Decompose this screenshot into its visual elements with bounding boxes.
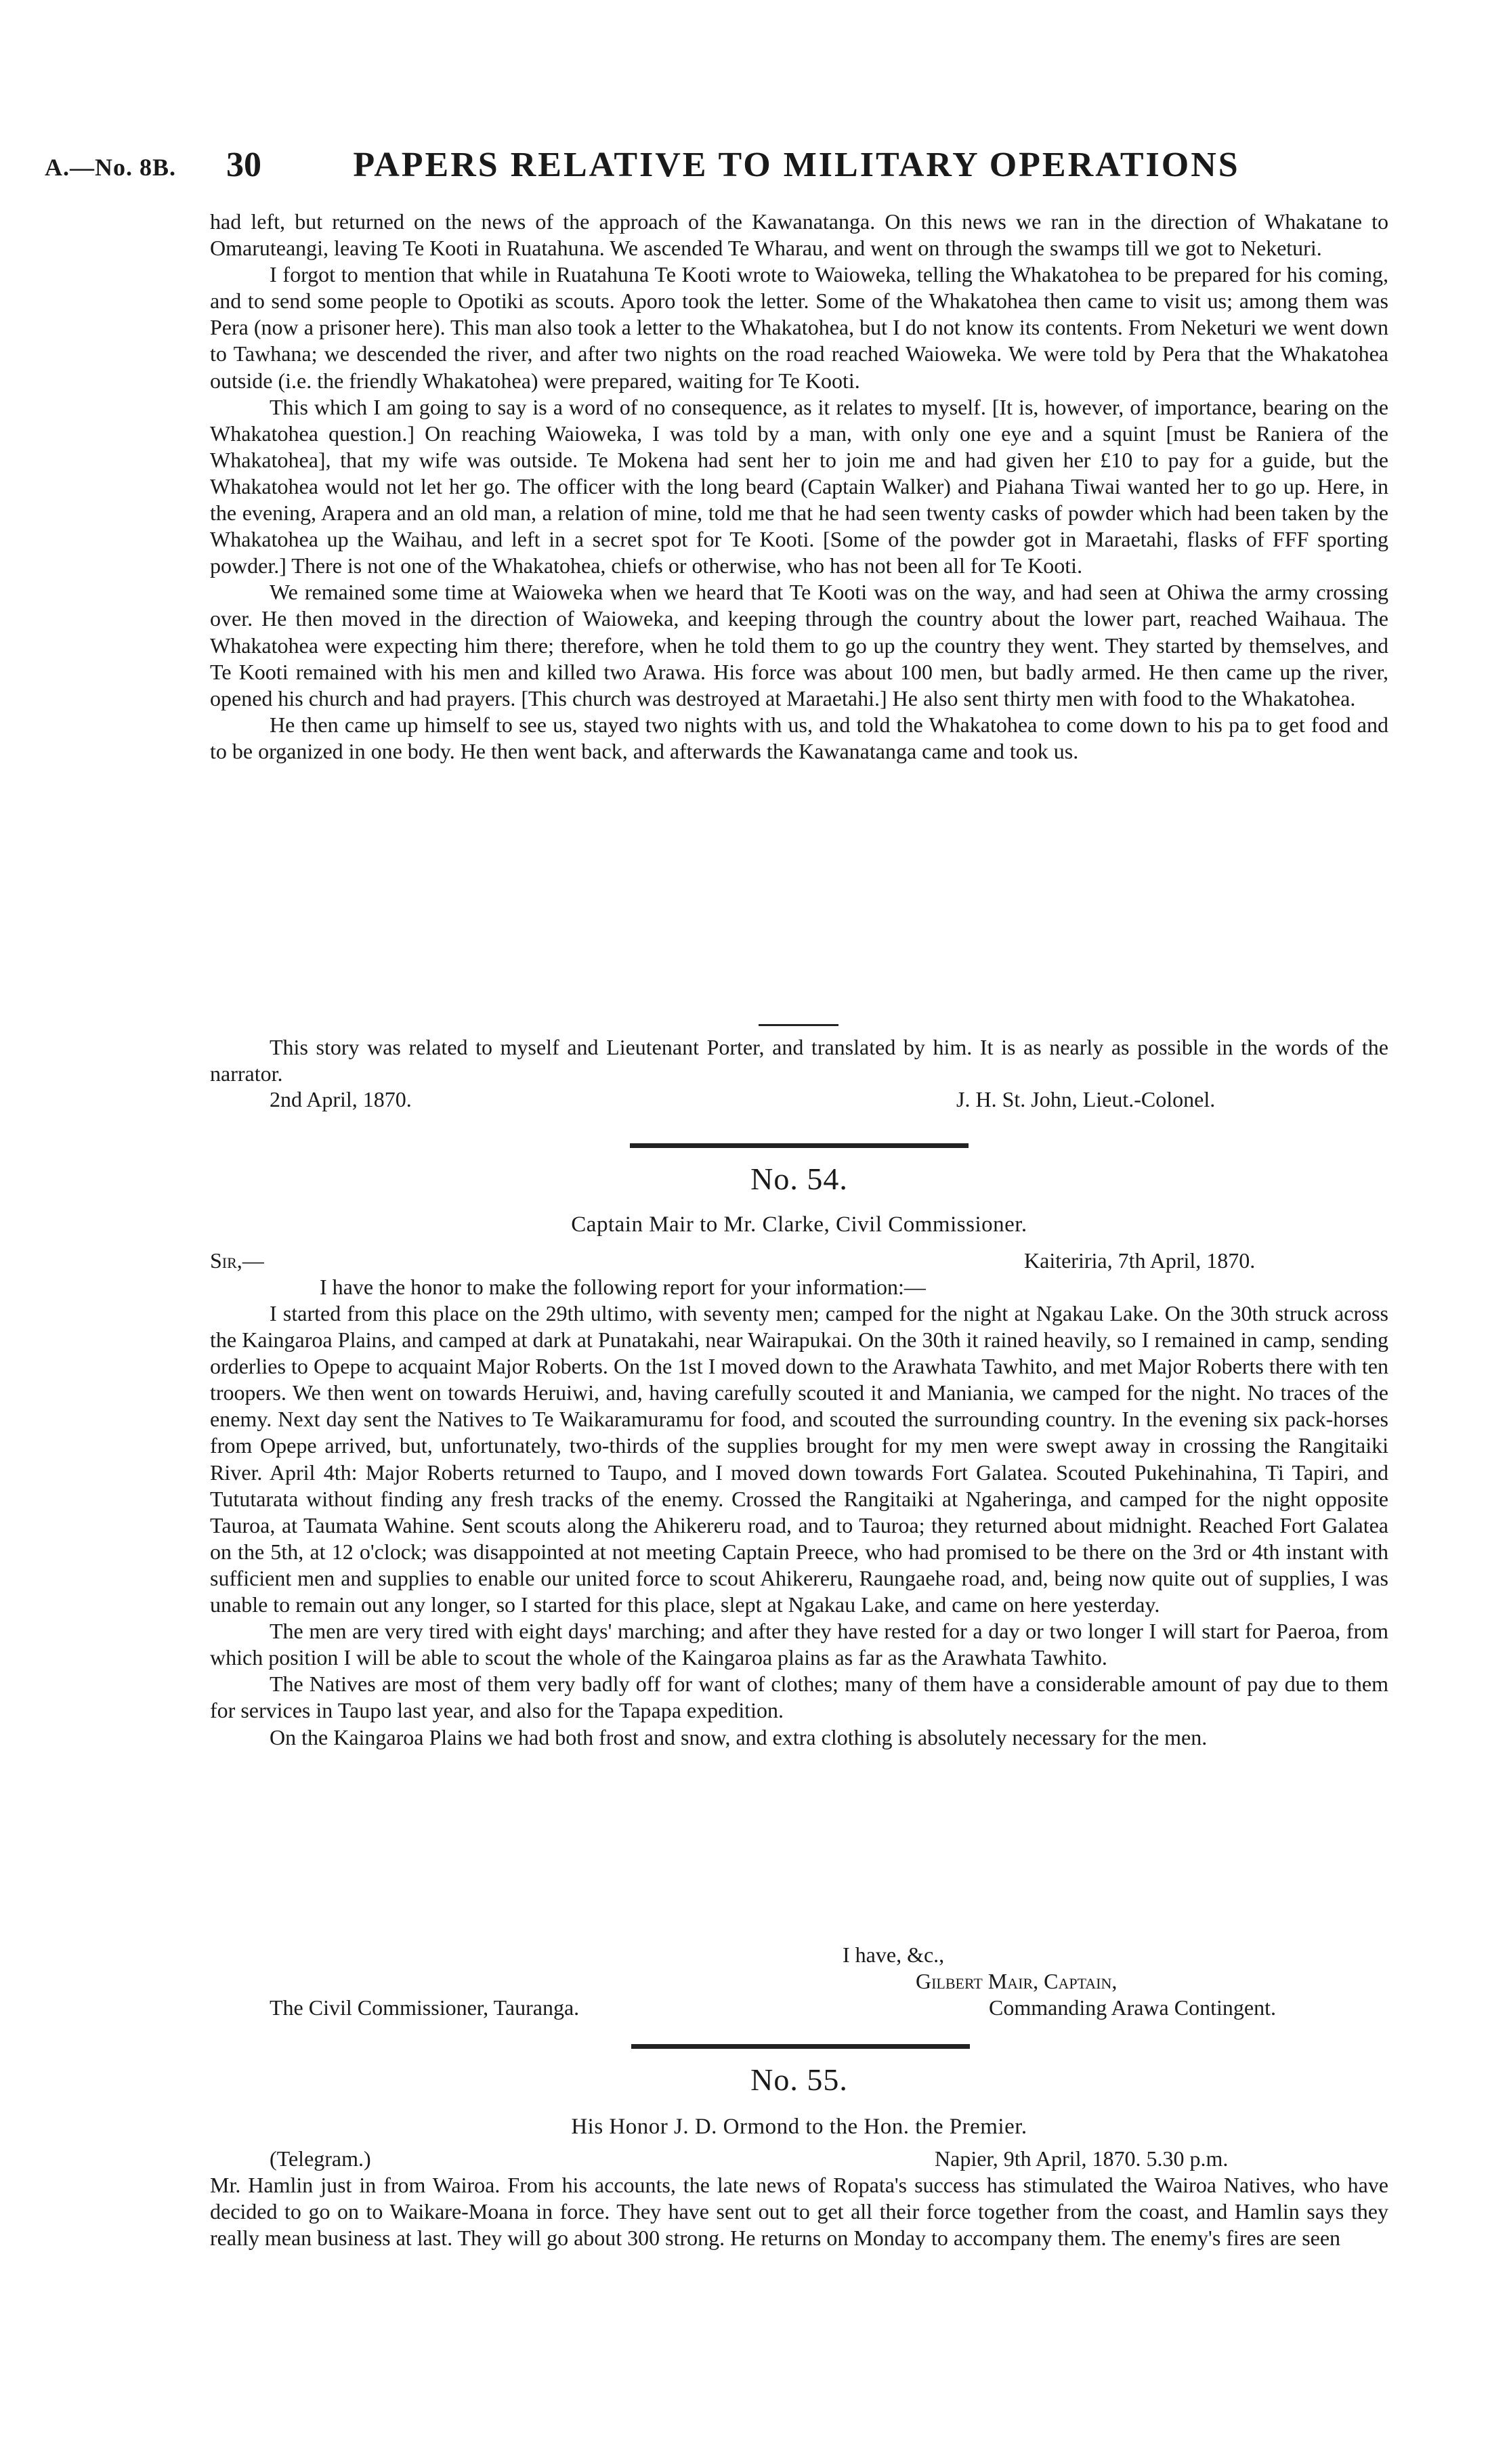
doc54-place-date: Kaiteriria, 7th April, 1870.	[1024, 1248, 1256, 1273]
narrative-paragraph: had left, but returned on the news of the approach of the Kawanatanga. On this news we ran in the direction of Whakatane to Omaruteangi, leaving Te Kooti in Ruatahuna. We ascended Te Wharau, and went on through the swamps till we got to Neketuri.	[210, 209, 1388, 261]
doc55-telegram-label: (Telegram.)	[270, 2146, 371, 2171]
page-title: PAPERS RELATIVE TO MILITARY OPERATIONS	[353, 146, 1240, 184]
narrative-paragraph: I forgot to mention that while in Ruatahuna Te Kooti wrote to Waioweka, telling the Whakatohea to be prepared for his coming, and to send some people to Opotiki as scouts. Aporo took the letter. Some of the Whakatohea then came to visit us; among them was Pera (now a prisoner here). This man also took a letter to the Whakatohea, but I do not know its contents. From Neketuri we went down to Tawhana; we descended the river, and after two nights on the road reached Waioweka. We were told by Pera that the Whakatohea outside (i.e. the friendly Whakatohea) were prepared, waiting for Te Kooti.	[210, 262, 1388, 393]
paper-reference: A.—No. 8B.	[45, 154, 177, 181]
narrative-section	[210, 209, 1388, 765]
narrative-note	[210, 1034, 1388, 1087]
doc55-body	[210, 2172, 1388, 2251]
doc55-number: No. 55.	[750, 2062, 848, 2097]
doc54-paragraph: On the Kaingaroa Plains we had both frost and snow, and extra clothing is absolutely necessary for the men.	[270, 1724, 1208, 1749]
doc54-signature: Gilbert Mair, Captain,	[916, 1969, 1118, 1993]
doc55-paragraph: Mr. Hamlin just in from Wairoa. From his accounts, the late news of Ropata's success has stimulated the Wairoa Natives, who have decided to go on to Waikare-Moana in force. They have sent out to get all their force together from the coast, and Hamlin says they really mean business at last. They will go about 300 strong. He returns on Monday to accompany them. The enemy's fires are seen	[210, 2173, 1388, 2251]
narrative-paragraph: We remained some time at Waioweka when we heard that Te Kooti was on the way, and had seen at Ohiwa the army crossing over. He then moved in the direction of Waioweka, and keeping through the country about the lower part, reached Waihaua. The Whakatohea were expecting him there; therefore, when he told them to go up the country they went. They started by themselves, and Te Kooti remained with his men and killed two Arawa. His force was about 100 men, but badly armed. He then came up the river, opened his church and had prayers. [This church was destroyed at Maraetahi.] He also sent thirty men with food to the Whakatohea.	[210, 580, 1388, 710]
doc54-signature-role: Commanding Arawa Contingent.	[989, 1995, 1276, 2020]
narrative-signature: J. H. St. John, Lieut.-Colonel.	[956, 1087, 1216, 1111]
note-paragraph: This story was related to myself and Lieutenant Porter, and translated by him. It is as nearly as possible in the words of the narrator.	[210, 1035, 1388, 1086]
doc54-closing: I have, &c.,	[843, 1942, 945, 1967]
page-number: 30	[226, 146, 261, 184]
doc54-number: No. 54.	[750, 1162, 848, 1196]
narrative-paragraph: He then came up himself to see us, stayed two nights with us, and told the Whakatohea to come down to his pa to get food and to be organized in one body. He then went back, and afterwards the Kawanatanga came and took us.	[210, 712, 1388, 763]
doc54-addressee: The Civil Commissioner, Tauranga.	[270, 1995, 580, 2020]
doc55-title: His Honor J. D. Ormond to the Hon. the Premier.	[571, 2115, 1027, 2139]
doc54-opening: I have the honor to make the following report for your information:—	[320, 1275, 926, 1299]
doc54-body	[210, 1300, 1388, 1751]
narrative-date: 2nd April, 1870.	[270, 1087, 412, 1111]
doc54-salutation: Sir,—	[210, 1248, 264, 1273]
document-separator	[630, 1143, 969, 1148]
doc54-paragraph: The Natives are most of them very badly off for want of clothes; many of them have a considerable amount of pay due to them for services in Taupo last year, and also for the Tapapa expedition.	[210, 1672, 1388, 1723]
doc55-place-date: Napier, 9th April, 1870. 5.30 p.m.	[935, 2146, 1229, 2171]
doc54-paragraph: The men are very tired with eight days' marching; and after they have rested for a day or two longer I will start for Paeroa, from which position I will be able to scout the whole of the Kaingaroa plains as far as the Arawhata Tawhito.	[210, 1619, 1388, 1670]
section-divider	[759, 1024, 838, 1026]
doc54-title: Captain Mair to Mr. Clarke, Civil Commissioner.	[571, 1212, 1027, 1237]
running-header	[45, 144, 1372, 191]
doc54-paragraph: I started from this place on the 29th ultimo, with seventy men; camped for the night at Ngakau Lake. On the 30th struck across the Kaingaroa Plains, and camped at dark at Punatakahi, near Wairapukai. On the 30th it rained heavily, so I remained in camp, sending orderlies to Opepe to acquaint Major Roberts. On the 1st I moved down to the Arawhata Tawhito, and met Major Roberts there with ten troopers. We then went on towards Heruiwi, and, having carefully scouted it and Maniania, we camped for the night. No traces of the enemy. Next day sent the Natives to Te Waikaramuramu for food, and scouted the surrounding country. In the evening six pack-horses from Opepe arrived, but, unfortunately, two-thirds of the supplies brought for my men were swept away in crossing the Rangitaiki River. April 4th: Major Roberts returned to Taupo, and I moved down towards Fort Galatea. Scouted Pukehinahina, Ti Tapiri, and Tututarata without finding any fresh tracks of the enemy. Crossed the Rangitaiki at Ngaheringa, and camped for the night opposite Tauroa, at Taumata Wahine. Sent scouts along the Ahikereru road, and to Tauroa; they returned about midnight. Reached Fort Galatea on the 5th, at 12 o'clock; was disappointed at not meeting Captain Preece, who had promised to be there on the 3rd or 4th instant with sufficient men and supplies to enable our united force to scout Ahikereru, Raungaehe road, and, being now quite out of supplies, I was unable to remain out any longer, so I started for this place, slept at Ngakau Lake, and came on here yesterday.	[210, 1301, 1388, 1617]
document-separator	[631, 2044, 970, 2049]
narrative-paragraph: This which I am going to say is a word of no consequence, as it relates to myself. [It is, however, of importance, bearing on the Whakatohea question.] On reaching Waioweka, I was told by a man, with only one eye and a squint [must be Raniera of the Whakatohea], that my wife was outside. Te Mokena had sent her to join me and had given her £10 to pay for a guide, but the Whakatohea would not let her go. The officer with the long beard (Captain Walker) and Piahana Tiwai wanted her to go up. Here, in the evening, Arapera and an old man, a relation of mine, told me that he had seen twenty casks of powder which had been taken by the Whakatohea up the Waihau, and left in a secret spot for Te Kooti. [Some of the powder got in Maraetahi, flasks of FFF sporting powder.] There is not one of the Whakatohea, chiefs or otherwise, who has not been all for Te Kooti.	[210, 394, 1388, 578]
